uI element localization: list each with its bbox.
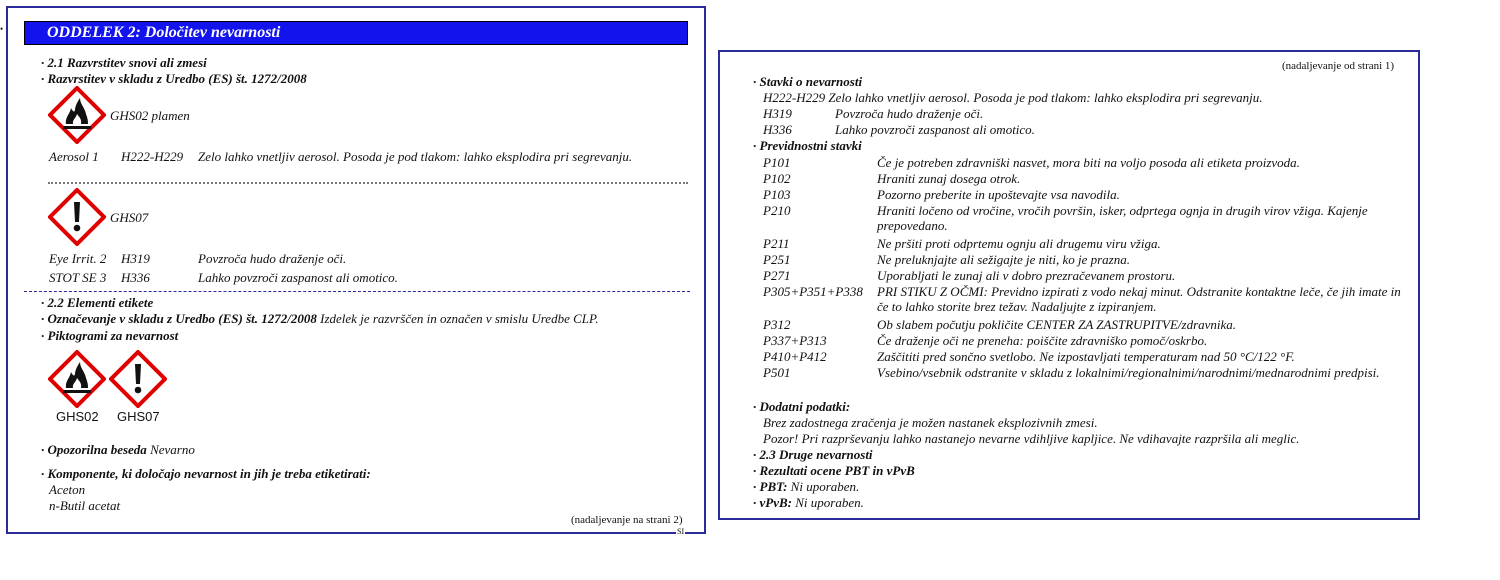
pbt-value: Ni uporaben.	[787, 479, 860, 494]
precaution-text: Ne pršiti proti odprtemu ognju ali drugemu viru vžiga.	[877, 236, 1161, 251]
vpvb-label: · vPvB:	[753, 495, 792, 510]
heading-2-3: · 2.3 Druge nevarnosti	[753, 447, 873, 462]
pictogram-label-ghs07: GHS07	[110, 210, 149, 225]
precaution-text: Če draženje oči ne preneha: poiščite zdravniško pomoč/oskrbo.	[877, 333, 1208, 348]
eye-irrit-code: H319	[121, 251, 150, 266]
stot-class: STOT SE 3	[49, 270, 107, 285]
signal-word-line	[41, 442, 195, 457]
precaution-text: Vsebino/vsebnik odstranite v skladu z lokalnimi/regionalnimi/narodnimi/mednarodnimi predpisi.	[877, 365, 1380, 380]
stot-text: Lahko povzroči zaspanost ali omotico.	[198, 270, 398, 285]
precaution-code: P305+P351+P338	[763, 284, 863, 299]
precaution-text: Uporabljati le zunaj ali v dobro prezračevanem prostoru.	[877, 268, 1176, 283]
pictogram-label-ghs02: GHS02 plamen	[110, 108, 190, 123]
continued-note: (nadaljevanje na strani 2)	[571, 514, 683, 526]
precaution-text: Hraniti zunaj dosega otrok.	[877, 171, 1021, 186]
precaution-text: Če je potreben zdravniški nasvet, mora biti na voljo posoda ali etiketa proizvoda.	[877, 155, 1300, 170]
flame-pictogram-icon	[48, 350, 106, 408]
hazard-row	[763, 90, 1262, 105]
additional-info-heading: · Dodatni podatki:	[753, 399, 851, 414]
document-page-1	[6, 6, 706, 534]
precaution-code: P271	[763, 268, 791, 283]
eye-irrit-class: Eye Irrit. 2	[49, 251, 107, 266]
precaution-code: P251	[763, 252, 791, 267]
precaution-code: P210	[763, 203, 791, 218]
precaution-text: Pozorno preberite in upoštevajte vsa navodila.	[877, 187, 1120, 202]
component-item: Aceton	[49, 482, 86, 497]
hazard-text: Povzroča hudo draženje oči.	[835, 106, 984, 121]
signal-word-label: · Opozorilna beseda	[41, 442, 147, 457]
exclamation-pictogram-icon	[109, 350, 167, 408]
side-mark: •	[0, 24, 4, 34]
exclamation-pictogram-icon	[48, 188, 106, 246]
precaution-text: Zaščititi pred sončno svetlobo. Ne izpostavljati temperaturam nad 50 °C/122 °F.	[877, 349, 1295, 364]
aerosol-text: Zelo lahko vnetljiv aerosol. Posoda je pod tlakom: lahko eksplodira pri segrevanju.	[198, 149, 633, 164]
labelling-bold: · Označevanje v skladu z Uredbo (ES) št. 1272/2008	[41, 311, 317, 326]
labelling-line	[41, 311, 599, 326]
heading-2-2: · 2.2 Elementi etikete	[41, 295, 154, 310]
pbt-line	[753, 479, 859, 494]
hazard-text: Lahko povzroči zaspanost ali omotico.	[835, 122, 1035, 137]
pbt-heading: · Rezultati ocene PBT in vPvB	[753, 463, 915, 478]
precaution-heading: · Previdnostni stavki	[753, 138, 862, 153]
precaution-code: P312	[763, 317, 791, 332]
pictogram-caption-ghs02: GHS02	[56, 409, 99, 424]
language-mark: SI	[677, 527, 685, 536]
labelling-text: Izdelek je razvrščen in označen v smislu Uredbe CLP.	[316, 311, 599, 326]
dashed-divider	[24, 291, 690, 292]
precaution-code: P103	[763, 187, 791, 202]
precaution-text: Ob slabem počutju pokličite CENTER ZA ZASTRUPITVE/zdravnika.	[877, 317, 1237, 332]
eye-irrit-text: Povzroča hudo draženje oči.	[198, 251, 347, 266]
hazard-statements-heading: · Stavki o nevarnosti	[753, 74, 863, 89]
hazard-text: Zelo lahko vnetljiv aerosol. Posoda je pod tlakom: lahko eksplodira pri segrevanju.	[828, 90, 1263, 105]
section-header: ODDELEK 2: Določitev nevarnosti	[24, 21, 688, 45]
hazard-code: H336	[763, 122, 792, 137]
precaution-code: P501	[763, 365, 791, 380]
precaution-code: P337+P313	[763, 333, 827, 348]
document-page-2	[718, 50, 1420, 520]
heading-pictograms: · Piktogrami za nevarnost	[41, 328, 179, 343]
aerosol-code: H222-H229	[121, 149, 184, 164]
additional-info-line: Brez zadostnega zračenja je možen nastanek eksplozivnih zmesi.	[763, 415, 1098, 430]
signal-word-value: Nevarno	[146, 442, 195, 457]
additional-info-line: Pozor! Pri razprševanju lahko nastanejo nevarne vdihljive kapljice. Ne vdihavajte razpršila ali meglic.	[763, 431, 1300, 446]
flame-pictogram-icon	[48, 86, 106, 144]
precaution-code: P410+P412	[763, 349, 827, 364]
stot-code: H336	[121, 270, 150, 285]
vpvb-value: Ni uporaben.	[791, 495, 864, 510]
hazard-code: H319	[763, 106, 792, 121]
hazard-code: H222-H229	[763, 90, 826, 105]
precaution-code: P102	[763, 171, 791, 186]
dotted-divider	[48, 182, 688, 184]
heading-classification: · Razvrstitev v skladu z Uredbo (ES) št. 1272/2008	[41, 71, 307, 86]
continued-from-note: (nadaljevanje od strani 1)	[1282, 60, 1395, 72]
pictogram-caption-ghs07: GHS07	[117, 409, 160, 424]
aerosol-class: Aerosol 1	[49, 149, 99, 164]
precaution-code: P101	[763, 155, 791, 170]
precaution-text: Hraniti ločeno od vročine, vročih površin, isker, odprtega ognja in drugih virov vžiga. Kajenje prepovedano.	[877, 203, 1368, 233]
components-heading: · Komponente, ki določajo nevarnost in jih je treba etiketirati:	[41, 466, 371, 481]
heading-2-1: · 2.1 Razvrstitev snovi ali zmesi	[41, 55, 207, 70]
pbt-label: · PBT:	[753, 479, 788, 494]
precaution-text: Ne preluknjajte ali sežigajte je niti, ko je prazna.	[877, 252, 1130, 267]
precaution-text: PRI STIKU Z OČMI: Previdno izpirati z vodo nekaj minut. Odstranite kontaktne leče, če jih imate in če to lahko storite brez težav. Nadaljujte z izpiranjem.	[877, 284, 1401, 314]
precaution-code: P211	[763, 236, 790, 251]
vpvb-line	[753, 495, 864, 510]
component-item: n-Butil acetat	[49, 498, 121, 513]
